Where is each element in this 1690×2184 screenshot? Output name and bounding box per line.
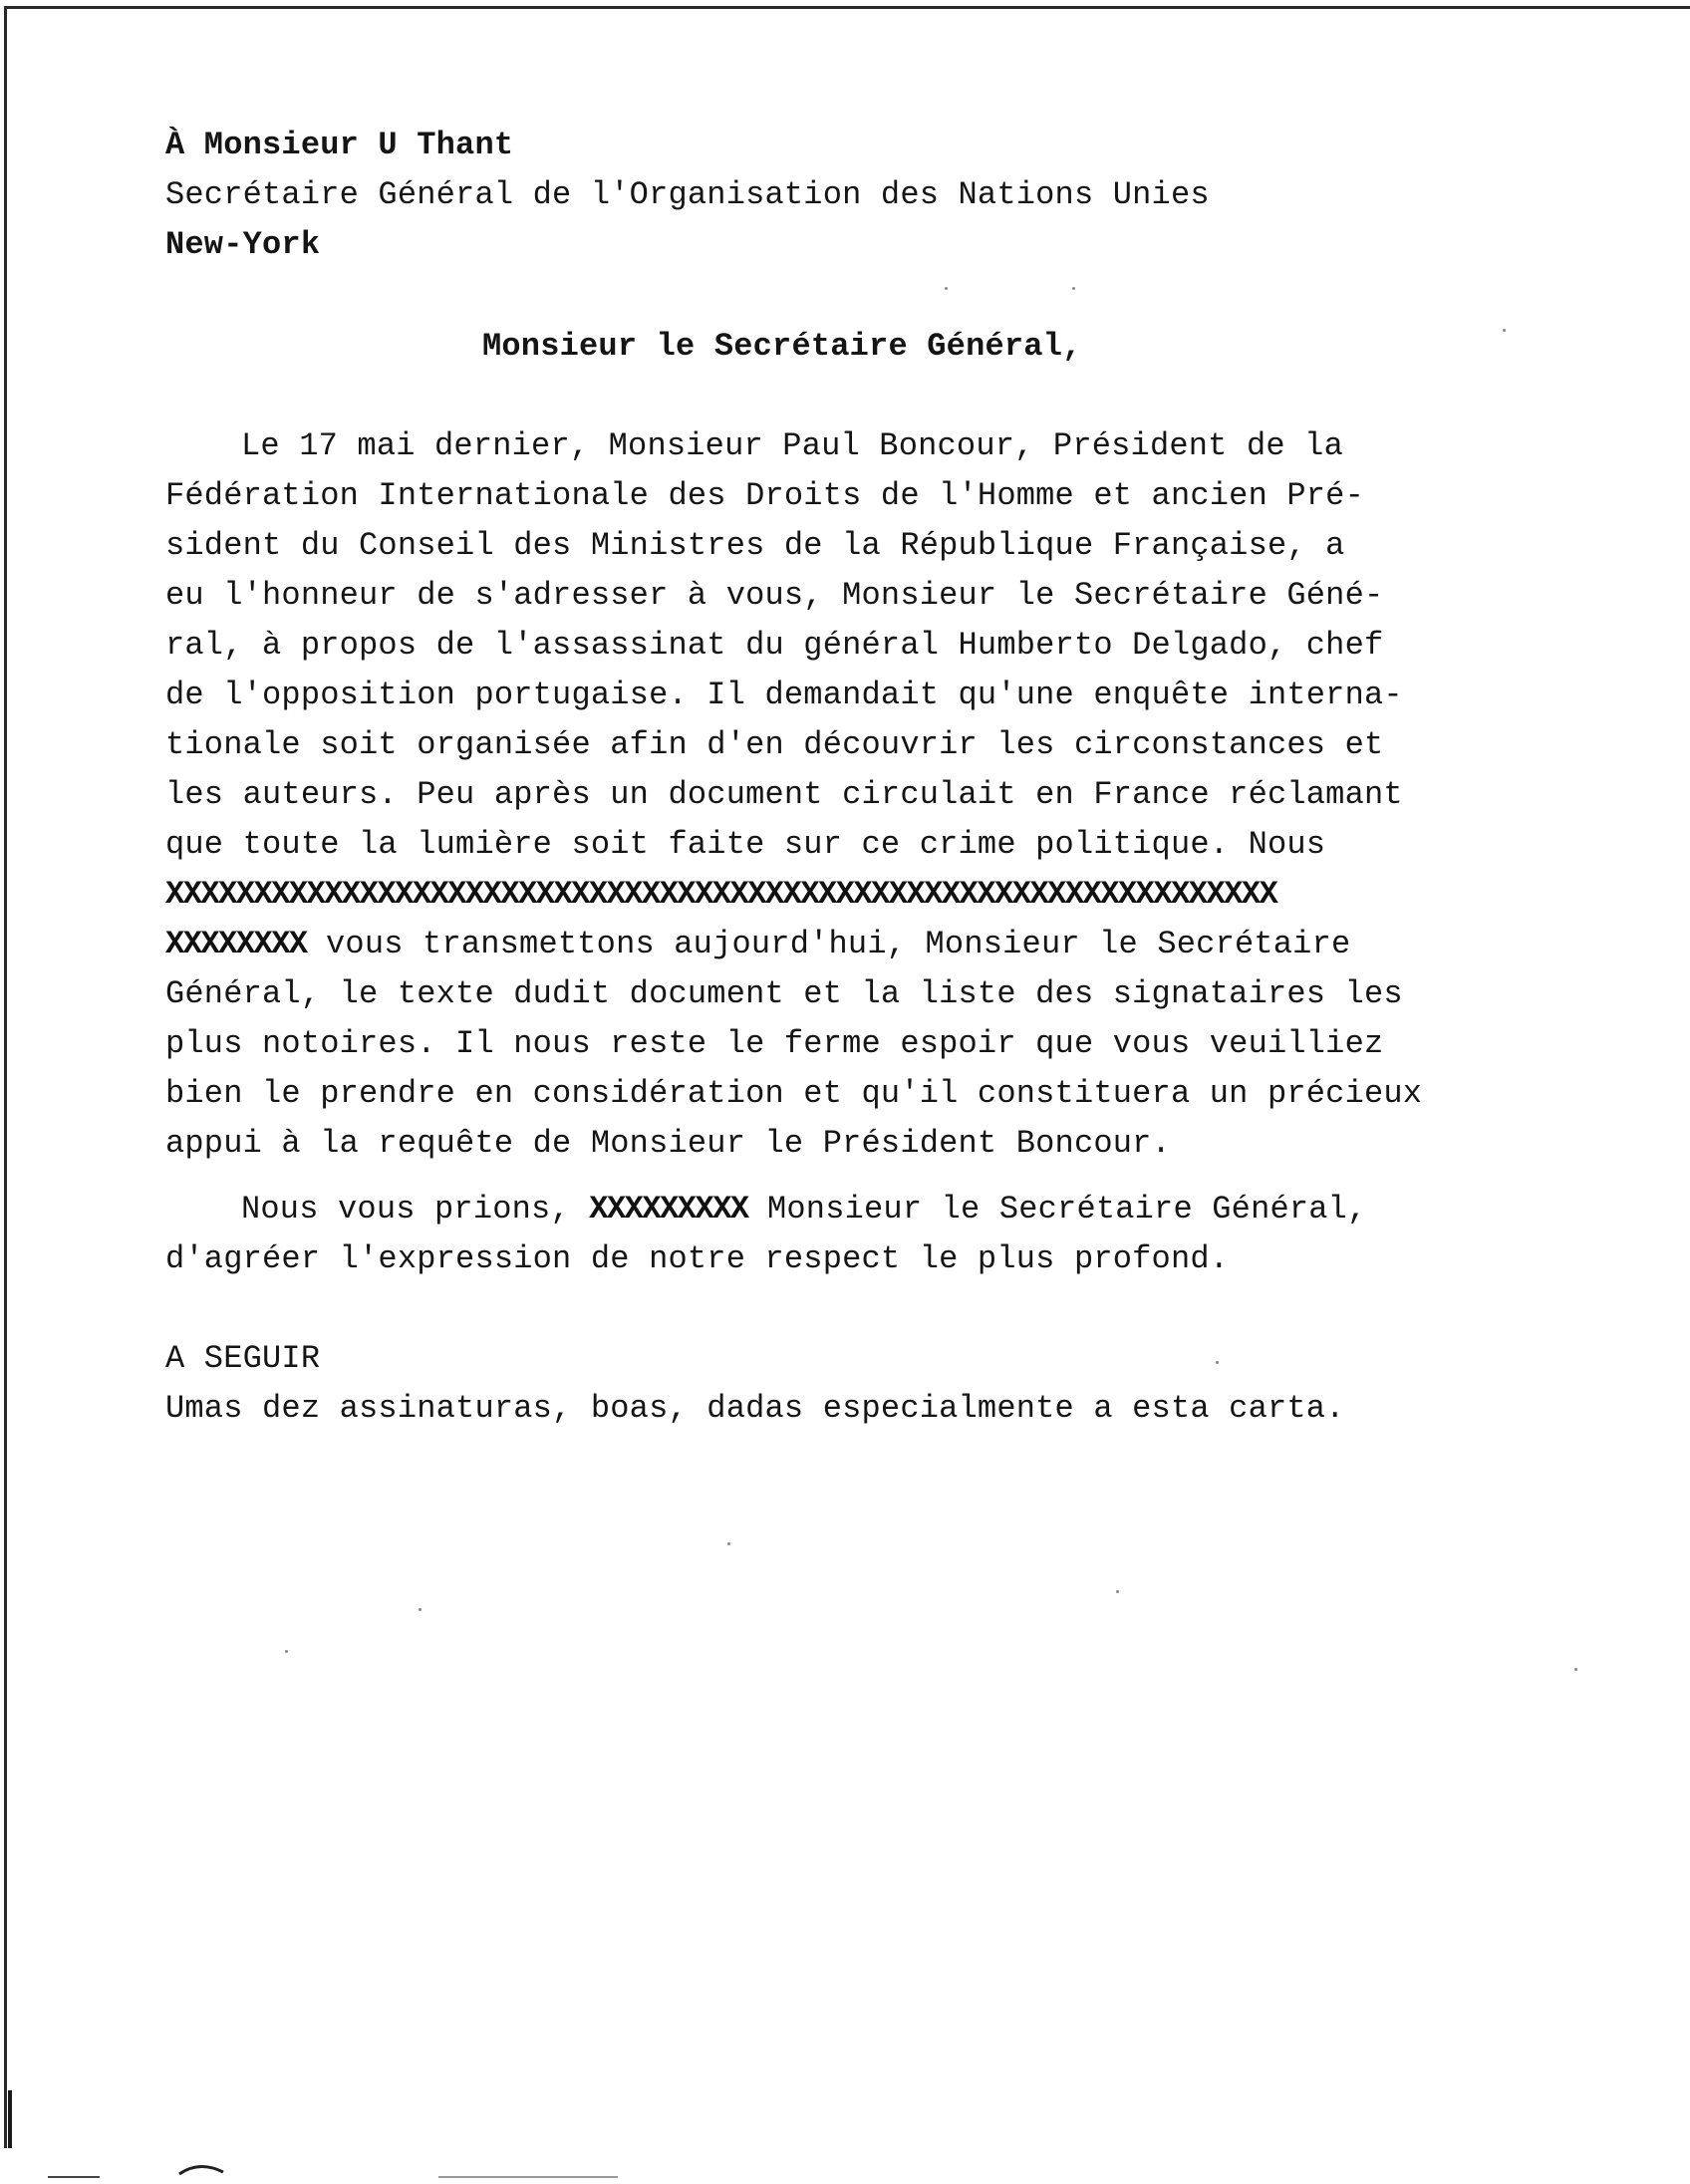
scan-speck	[727, 1542, 730, 1545]
address-line-1: À Monsieur U Thant	[165, 127, 514, 163]
struck-out-line: XXXXXXXXXXXXXXXXXXXXXXXXXXXXXXXXXXXXXXXXXXXXXXXXXXXXXXXXXXXXXXX	[165, 876, 1277, 913]
scan-speck	[1116, 1590, 1119, 1593]
scan-speck	[419, 1608, 422, 1611]
scan-mark	[48, 2176, 100, 2178]
scan-speck	[1574, 1668, 1577, 1671]
scan-speck	[285, 1650, 288, 1653]
paragraph2-after: Monsieur le Secrétaire Général,	[747, 1191, 1367, 1228]
paragraph1-line-8: les auteurs. Peu après un document circulait en France réclamant	[165, 776, 1403, 813]
note-heading: A SEGUIR	[165, 1340, 321, 1377]
paragraph1-line-11	[165, 925, 1350, 964]
paragraph1-line-15: appui à la requête de Monsieur le Président Boncour.	[165, 1125, 1171, 1162]
paragraph1-line-14: bien le prendre en considération et qu'il constituera un précieux	[165, 1075, 1423, 1112]
scan-edge-mark	[8, 2090, 12, 2148]
struck-out-word: XXXXXXXXX	[589, 1191, 748, 1228]
paragraph2-before: Nous vous prions,	[241, 1191, 590, 1228]
scan-speck	[1216, 1361, 1219, 1364]
struck-out-prefix: XXXXXXXX	[165, 926, 307, 962]
scan-edge-left	[4, 6, 7, 2148]
paragraph1-line-1: Le 17 mai dernier, Monsieur Paul Boncour, Président de la	[241, 427, 1343, 464]
paragraph1-line-11-text: vous transmettons aujourd'hui, Monsieur le Secrétaire	[306, 926, 1351, 962]
paragraph1-line-3: sident du Conseil des Ministres de la République Française, a	[165, 527, 1345, 564]
scan-mark	[438, 2176, 618, 2178]
paragraph1-line-4: eu l'honneur de s'adresser à vous, Monsieur le Secrétaire Géné-	[165, 577, 1384, 614]
paragraph1-line-2: Fédération Internationale des Droits de l'Homme et ancien Pré-	[165, 477, 1364, 514]
note-text: Umas dez assinaturas, boas, dadas especialmente a esta carta.	[165, 1390, 1345, 1427]
paragraph2-line-2: d'agréer l'expression de notre respect le plus profond.	[165, 1240, 1230, 1277]
paragraph1-line-9: que toute la lumière soit faite sur ce crime politique. Nous	[165, 826, 1326, 863]
scan-speck	[1072, 287, 1075, 290]
scan-arc-mark	[177, 2158, 227, 2178]
paragraph1-line-7: tionale soit organisée afin d'en découvrir les circonstances et	[165, 726, 1384, 763]
salutation: Monsieur le Secrétaire Général,	[482, 328, 1082, 365]
paragraph1-line-5: ral, à propos de l'assassinat du général Humberto Delgado, chef	[165, 627, 1384, 664]
address-line-2: Secrétaire Général de l'Organisation des Nations Unies	[165, 176, 1210, 213]
scan-speck	[945, 287, 948, 290]
address-line-3: New-York	[165, 226, 321, 263]
paragraph1-line-13: plus notoires. Il nous reste le ferme espoir que vous veuilliez	[165, 1025, 1384, 1062]
paragraph2-line-1	[241, 1190, 1367, 1229]
paragraph1-line-6: de l'opposition portugaise. Il demandait qu'une enquête interna-	[165, 677, 1403, 713]
scan-speck	[1503, 329, 1506, 332]
scan-edge-top	[4, 6, 1690, 9]
paragraph1-line-12: Général, le texte dudit document et la liste des signataires les	[165, 975, 1403, 1012]
